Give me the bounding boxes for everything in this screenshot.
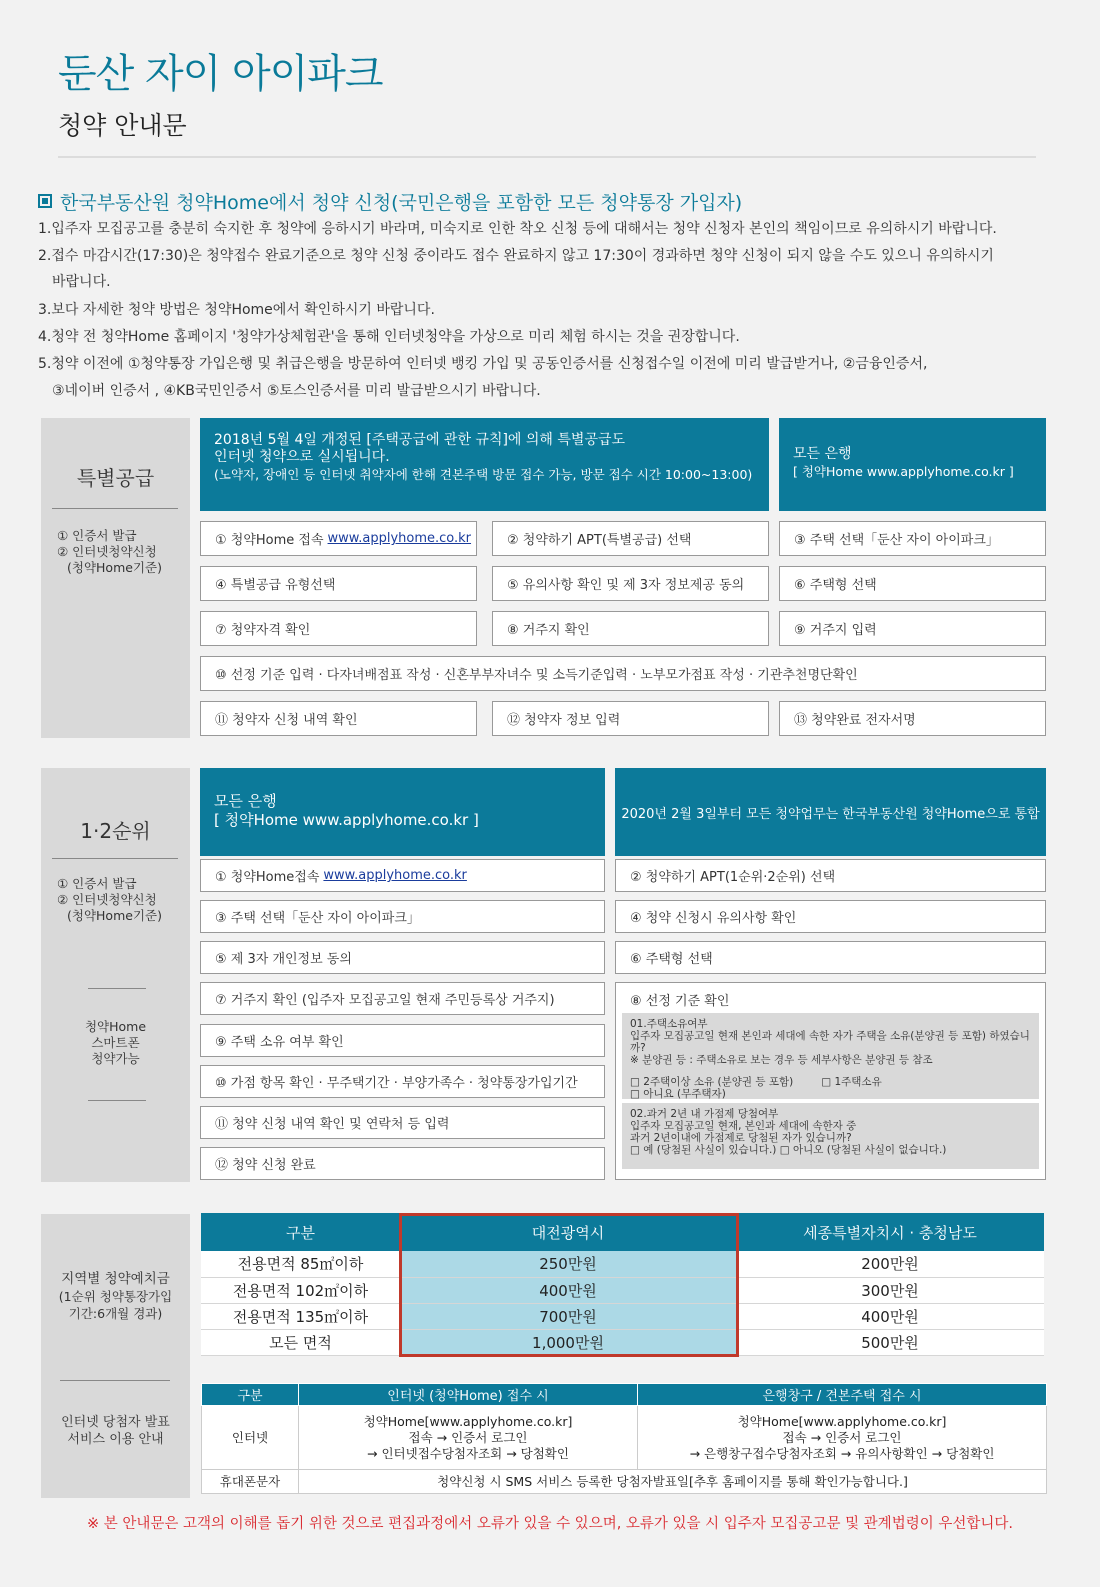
- table-row: 휴대폰문자 청약신청 시 SMS 서비스 등록한 당첨자발표일[추후 홈페이지를 통해 확인가능합니다.]: [202, 1470, 1047, 1494]
- special-step-12: ⑫ 청약자 정보 입력: [492, 701, 769, 736]
- rank-side-title: 1·2순위: [80, 819, 151, 843]
- checkbox-options[interactable]: □ 예 (당첨된 사실이 있습니다.) □ 아니오 (당첨된 사실이 없습니다.): [630, 1144, 947, 1156]
- special-step-7: ⑦ 청약자격 확인: [200, 611, 477, 646]
- checkbox[interactable]: □ 2주택이상 소유 (분양권 등 포함): [630, 1076, 794, 1088]
- special-step-5: ⑤ 유의사항 확인 및 제 3자 정보제공 동의: [492, 566, 769, 601]
- table-row: 모든 면적 1,000만원 500만원: [201, 1329, 1044, 1355]
- deposit-side-title: 지역별 청약예치금 (1순위 청약통장가입 기간:6개월 경과): [58, 1271, 173, 1321]
- rank-step-12: ⑫ 청약 신청 완료: [200, 1147, 605, 1180]
- rank-step-5: ⑤ 제 3자 개인정보 동의: [200, 941, 605, 974]
- special-step-13: ⑬ 청약완료 전자서명: [779, 701, 1046, 736]
- rank-header-left: 모든 은행 [ 청약Home www.applyhome.co.kr ]: [200, 768, 605, 856]
- special-step-1: ① 청약Home 접속 www.applyhome.co.kr: [200, 521, 477, 556]
- rank-step-7: ⑦ 거주지 확인 (입주자 모집공고일 현재 주민등록상 거주지): [200, 982, 605, 1015]
- deposit-side-panel: [41, 1214, 190, 1498]
- note-2b: 바랍니다.: [52, 274, 111, 290]
- table-header-row: 구분 인터넷 (청약Home) 접수 시 은행창구 / 견본주택 접수 시: [202, 1384, 1047, 1406]
- special-step-3: ③ 주택 선택「둔산 자이 아이파크」: [779, 521, 1046, 556]
- special-step-9: ⑨ 거주지 입력: [779, 611, 1046, 646]
- rank-step-11: ⑪ 청약 신청 내역 확인 및 연락처 등 입력: [200, 1106, 605, 1139]
- rank-header-right: 2020년 2월 3일부터 모든 청약업무는 한국부동산원 청약Home으로 통합: [615, 768, 1046, 856]
- special-step-10: ⑩ 선정 기준 입력 · 다자녀배점표 작성 · 신혼부부자녀수 및 소득기준입력 · 노부모가점표 작성 · 기관추천명단확인: [200, 656, 1046, 691]
- side-divider: [88, 1100, 146, 1101]
- page-title: 둔산 자이 아이파크: [58, 51, 383, 97]
- rank-step-10: ⑩ 가점 항목 확인 · 무주택기간 · 부양가족수 · 청약통장가입기간: [200, 1065, 605, 1098]
- special-side-title: 특별공급: [76, 466, 155, 490]
- special-step-6: ⑥ 주택형 선택: [779, 566, 1046, 601]
- note-5: 5.청약 이전에 ①청약통장 가입은행 및 취급은행을 방문하여 인터넷 뱅킹 가입 및 공동인증서를 신청접수일 이전에 미리 발급받거나, ②금융인증서,: [38, 356, 928, 372]
- rank-step-9: ⑨ 주택 소유 여부 확인: [200, 1024, 605, 1057]
- applyhome-link[interactable]: www.applyhome.co.kr: [327, 531, 472, 546]
- note-5b: ③네이버 인증서 , ④KB국민인증서 ⑤토스인증서를 미리 발급받으시기 바랍니다.: [52, 383, 541, 399]
- side-divider: [60, 1380, 170, 1381]
- divider: [58, 156, 1036, 158]
- note-1: 1.입주자 모집공고를 충분히 숙지한 후 청약에 응하시기 바라며, 미숙지로 인한 착오 신청 등에 대해서는 청약 신청자 본인의 책임이므로 유의하시기 바랍니다.: [38, 221, 997, 237]
- table-header-row: 구분 대전광역시 세종특별자치시 · 충청남도: [201, 1213, 1044, 1251]
- square-bullet-icon: [38, 194, 52, 208]
- checkbox[interactable]: □ 1주택소유: [821, 1076, 882, 1088]
- applyhome-link[interactable]: www.applyhome.co.kr: [323, 868, 467, 883]
- note-4: 4.청약 전 청약Home 홈페이지 '청약가상체험관'을 통해 인터넷청약을 가상으로 미리 체험 하시는 것을 권장합니다.: [38, 329, 740, 345]
- table-row: 전용면적 102㎡이하 400만원 300만원: [201, 1277, 1044, 1303]
- special-header-right: 모든 은행 [ 청약Home www.applyhome.co.kr ]: [779, 418, 1046, 511]
- rank-step-1: ① 청약Home접속 www.applyhome.co.kr: [200, 859, 605, 892]
- deposit-table: [201, 1213, 1044, 1356]
- service-table: [201, 1383, 1047, 1494]
- rank-side-sub2: 청약Home 스마트폰 청약가능: [84, 1019, 147, 1066]
- criteria-q1: 01.주택소유여부 입주자 모집공고일 현재 본인과 세대에 속한 자가 주택을 소유(분양권 등 포함) 하였습니까? ※ 분양권 등 : 주택소유로 보는 경우 등 세부사항은 분양권 등 참조 □ 2주택이상 소유 (분양권 등 포함) □ 1주택소유 □ 아니요 (무주택자): [622, 1013, 1039, 1099]
- note-3: 3.보다 자세한 청약 방법은 청약Home에서 확인하시기 바랍니다.: [38, 302, 435, 318]
- checkbox[interactable]: □ 아니요 (무주택자): [630, 1088, 726, 1100]
- rank-step-3: ③ 주택 선택「둔산 자이 아이파크」: [200, 900, 605, 933]
- special-header-left: 2018년 5월 4일 개정된 [주택공급에 관한 규칙]에 의해 특별공급도 인터넷 청약으로 실시됩니다. (노약자, 장애인 등 인터넷 취약자에 한해 견본주택 방문 접수 가능, 방문 접수 시간 10:00~13:00): [200, 418, 769, 511]
- table-row: 전용면적 135㎡이하 700만원 400만원: [201, 1303, 1044, 1329]
- table-row: 인터넷 청약Home[www.applyhome.co.kr] 접속 → 인증서 로그인 → 인터넷접수당첨자조회 → 당첨확인 청약Home[www.applyhome.co.kr] 접속 → 인증서 로그인 → 은행창구접수당첨자조회 → 유의사항확인 → 당첨확인: [202, 1406, 1047, 1470]
- special-step-8: ⑧ 거주지 확인: [492, 611, 769, 646]
- section-heading: 한국부동산원 청약Home에서 청약 신청(국민은행을 포함한 모든 청약통장 가입자): [38, 188, 742, 215]
- page-subtitle: 청약 안내문: [58, 111, 187, 140]
- rank-step-4: ④ 청약 신청시 유의사항 확인: [615, 900, 1046, 933]
- rank-step-6: ⑥ 주택형 선택: [615, 941, 1046, 974]
- side-divider: [52, 858, 178, 859]
- note-2: 2.접수 마감시간(17:30)은 청약접수 완료기준으로 청약 신청 중이라도 접수 완료하지 않고 17:30이 경과하면 청약 신청이 되지 않을 수도 있으니 유의하시기: [38, 248, 994, 264]
- disclaimer-footer: ※ 본 안내문은 고객의 이해를 돕기 위한 것으로 편집과정에서 오류가 있을 수 있으며, 오류가 있을 시 입주자 모집공고문 및 관계법령이 우선합니다.: [87, 1516, 1013, 1532]
- rank-side-sub: ① 인증서 발급 ② 인터넷청약신청 (청약Home기준): [57, 876, 162, 923]
- special-step-4: ④ 특별공급 유형선택: [200, 566, 477, 601]
- criteria-title: ⑧ 선정 기준 확인: [630, 994, 730, 1009]
- rank-step-8-criteria: [615, 982, 1046, 1180]
- criteria-q2: 02.과거 2년 내 가점제 당첨여부 입주자 모집공고일 현재, 본인과 세대에 속한자 중 과거 2년이내에 가점제로 당첨된 자가 있습니까? □ 예 (당첨된 사실이 있습니다.) □ 아니오 (당첨된 사실이 없습니다.): [622, 1103, 1039, 1169]
- service-side-title: 인터넷 당첨자 발표 서비스 이용 안내: [61, 1415, 170, 1447]
- special-step-2: ② 청약하기 APT(특별공급) 선택: [492, 521, 769, 556]
- table-row: 전용면적 85㎡이하 250만원 200만원: [201, 1251, 1044, 1277]
- special-step-11: ⑪ 청약자 신청 내역 확인: [200, 701, 477, 736]
- special-side-sub: ① 인증서 발급 ② 인터넷청약신청 (청약Home기준): [57, 528, 162, 575]
- side-divider: [52, 508, 178, 509]
- side-divider: [88, 988, 146, 989]
- rank-step-2: ② 청약하기 APT(1순위·2순위) 선택: [615, 859, 1046, 892]
